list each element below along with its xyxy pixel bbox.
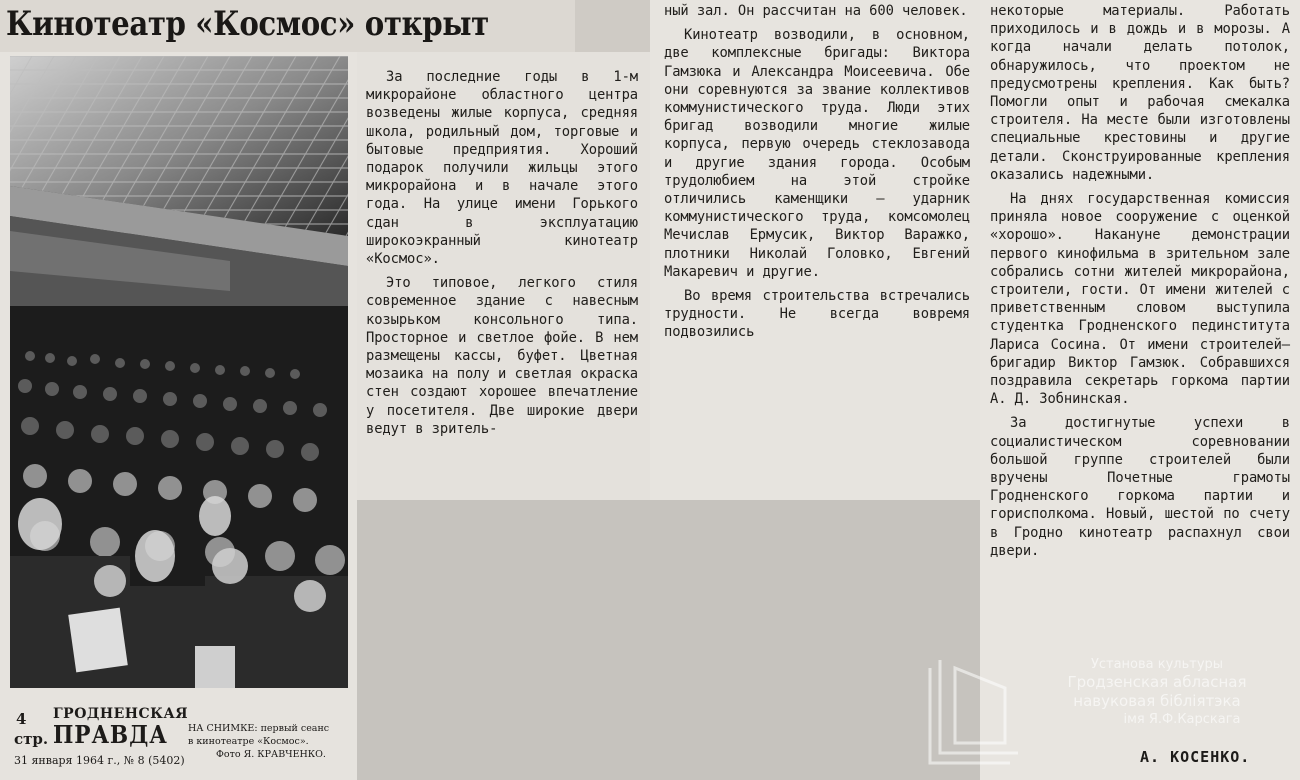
paper-name-line1: ГРОДНЕНСКАЯ <box>53 706 189 722</box>
paragraph: некоторые материалы. Работать приходилось и в дождь и в морозы. А когда начали делать потолок, обнаружилось, что проектом не предусмотрены крепления. Как быть? Помогли опыт и рабочая смекалка строителя. На месте были изготовлены специальные крестовины и другие детали. Сконструированные крепления оказались надежными. <box>990 3 1290 183</box>
author-signature: А. КОСЕНКО. <box>1140 748 1251 766</box>
paper-name-line2: ПРАВДА <box>53 720 168 749</box>
background-gap <box>357 500 980 780</box>
caption-line1: НА СНИМКЕ: первый сеанс <box>188 723 330 734</box>
page-label: стр. <box>14 730 49 748</box>
issue-date: 31 января 1964 г., № 8 (5402) <box>14 754 185 767</box>
watermark-line1: Установа культуры <box>1090 657 1224 672</box>
watermark-line3: навуковая бібліятэка <box>1073 692 1241 710</box>
watermark-line4: імя Я.Ф.Карскага <box>1123 712 1241 727</box>
library-watermark <box>1012 656 1300 728</box>
photo-caption <box>188 722 348 761</box>
article-column-3 <box>990 2 1290 560</box>
audience-photo-illustration <box>10 56 348 688</box>
paragraph: Кинотеатр возводили, в основном, две комплексные бригады: Виктора Гамзюка и Александра Моисеевича. Обе они соревнуются за звание коллективов коммунистического труда. Люди этих бригад возводили многие жилые корпуса, первую очередь стеклозавода и другие здания города. Особым трудолюбием на этой стройке отличились каменщики — ударник коммунистического труда, комсомолец Мечислав Ермусик, Виктор Варажко, плотники Николай Головко, Евгений Макаревич и другие. <box>664 27 970 280</box>
paragraph: ный зал. Он рассчитан на 600 человек. <box>664 3 968 19</box>
page-number: 4 <box>16 710 27 728</box>
paragraph: Это типовое, легкого стиля современное здание с навесным козырьком консольного типа. Просторное и светлое фойе. В нем размещены кассы, буфет. Цветная мозаика на полу и светлая окраска стен создают хорошее впечатление у посетителя. Две широкие двери ведут в зритель- <box>366 275 638 437</box>
cinema-hall-photo <box>10 56 348 688</box>
newspaper-masthead <box>10 690 190 778</box>
article-column-2 <box>664 2 970 342</box>
caption-line2: в кинотеатре «Космос». <box>188 736 309 747</box>
article-headline: Кинотеатр «Космос» открыт <box>6 4 489 44</box>
paragraph: Во время строительства встречались трудности. Не всегда вовремя подвозились <box>664 288 970 341</box>
paragraph: За достигнутые успехи в социалистическом соревновании большой группе строителей были вручены Почетные грамоты Гродненского горкома партии и горисполкома. Новый, шестой по счету в Гродно кинотеатр распахнул свои двери. <box>990 415 1290 559</box>
paragraph: На днях государственная комиссия приняла новое сооружение с оценкой «хорошо». Накануне демонстрации первого кинофильма в зрительном зале собрались сотни жителей микрорайона, строители, гости. От имени жителей с приветственным словом выступила студентка Гродненского пединститута Лариса Сосина. От имени строителей—бригадир Виктор Гамзюк. Собравшихся поздравила секретарь горкома партии А. Д. Зобнинская. <box>990 191 1290 408</box>
paragraph: За последние годы в 1-м микрорайоне областного центра возведены жилые корпуса, средняя школа, родильный дом, торговые и бытовые предприятия. Хороший подарок получили жильцы этого микрорайона и в начале этого года. На улице имени Горького сдан в эксплуатацию широкоэкранный кинотеатр «Космос». <box>366 69 638 268</box>
article-column-1 <box>366 68 638 438</box>
photo-credit: Фото Я. КРАВЧЕНКО. <box>216 749 326 760</box>
watermark-line2: Гродзенская абласная <box>1067 673 1247 691</box>
background-gap <box>575 0 650 52</box>
